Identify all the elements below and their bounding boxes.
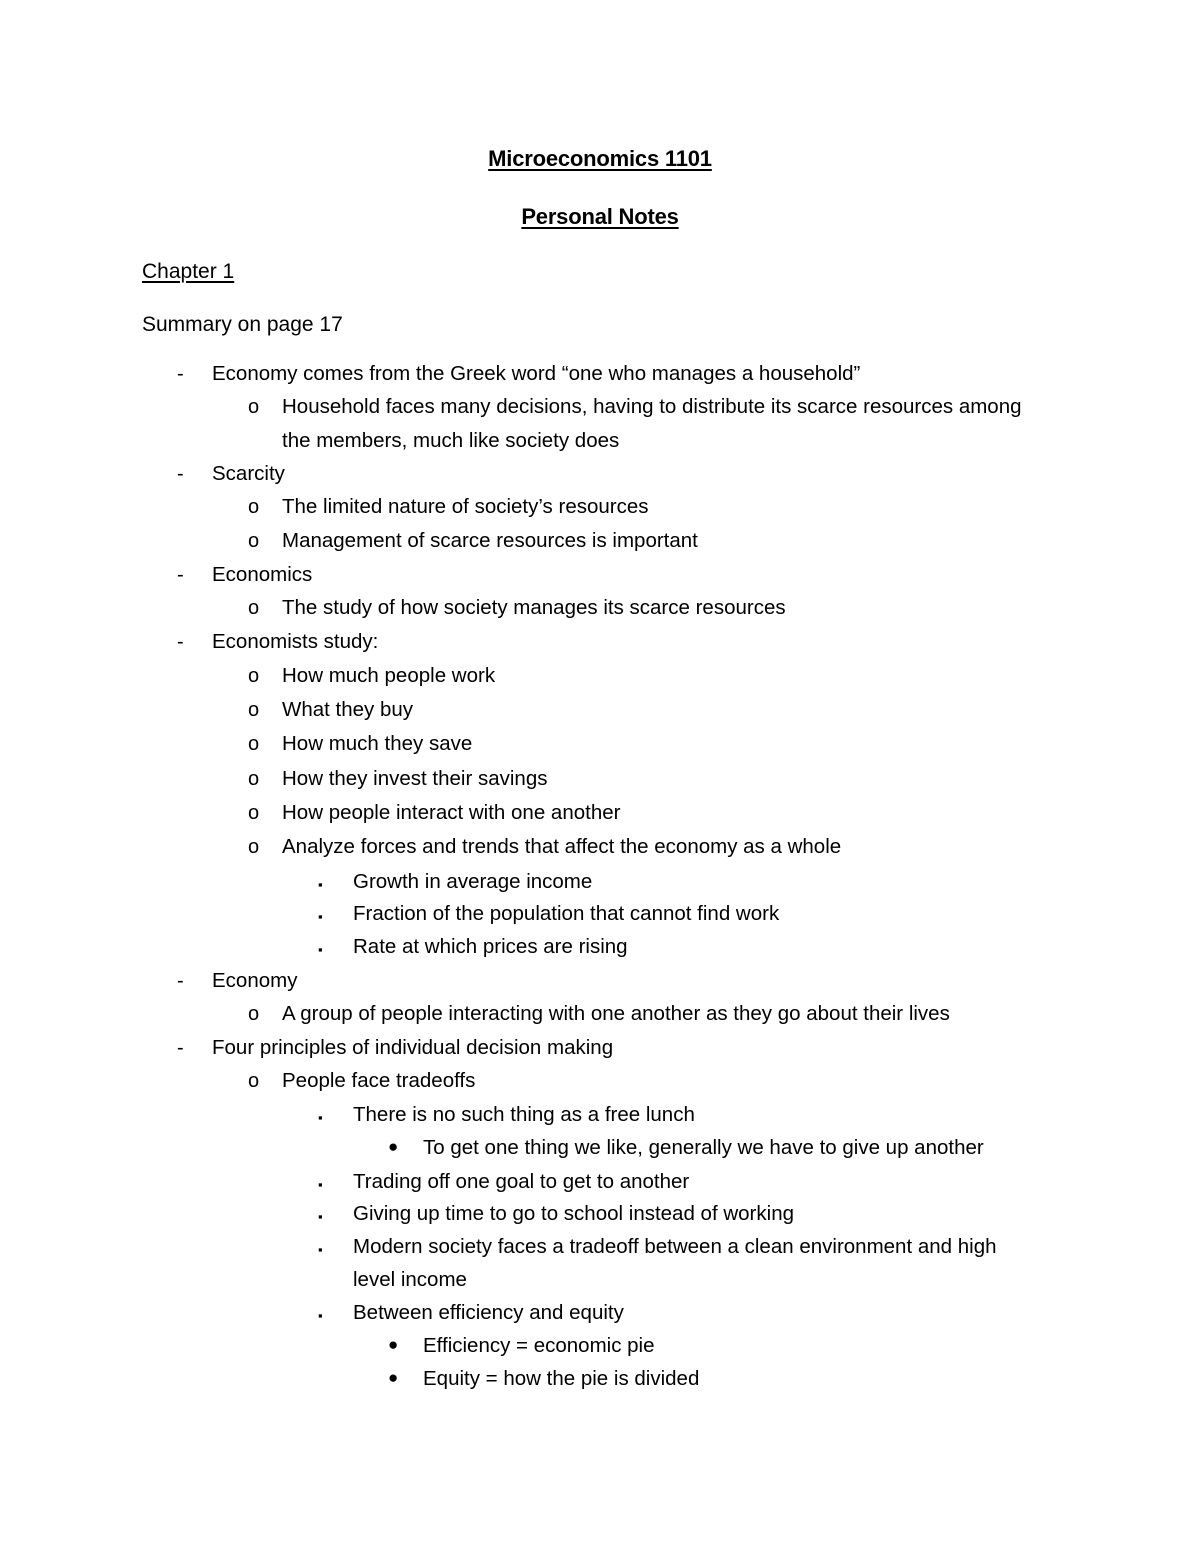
disc-bullet: ● (388, 1368, 399, 1387)
list-item: Analyze forces and trends that affect the economy as a whole (282, 835, 842, 858)
list-item: Trading off one goal to get to another (353, 1170, 690, 1193)
circle-bullet: o (248, 1003, 260, 1025)
list-item: The limited nature of society’s resources (282, 495, 649, 518)
chapter-heading: Chapter 1 (142, 260, 235, 283)
circle-bullet: o (248, 496, 260, 518)
list-item: Modern society faces a tradeoff between a clean environment and high (353, 1235, 997, 1258)
list-item: Economics (212, 563, 313, 586)
circle-bullet: o (248, 530, 260, 552)
square-bullet: ▪ (318, 1209, 323, 1224)
dash-bullet: - (177, 564, 184, 586)
list-item: Management of scarce resources is important (282, 529, 698, 552)
list-item: Economy comes from the Greek word “one who manages a household” (212, 362, 861, 385)
document-subtitle: Personal Notes (521, 204, 679, 229)
list-item: Economists study: (212, 630, 379, 653)
dash-bullet: - (177, 631, 184, 653)
circle-bullet: o (248, 699, 260, 721)
square-bullet: ▪ (318, 1110, 323, 1125)
dash-bullet: - (177, 363, 184, 385)
list-item: Fraction of the population that cannot find work (353, 902, 780, 925)
circle-bullet: o (248, 733, 260, 755)
circle-bullet: o (248, 836, 260, 858)
circle-bullet: o (248, 768, 260, 790)
summary-line: Summary on page 17 (142, 313, 343, 336)
list-item: Four principles of individual decision making (212, 1036, 614, 1059)
list-item: How much people work (282, 664, 496, 687)
list-item: How they invest their savings (282, 767, 548, 790)
list-item: level income (353, 1268, 467, 1291)
square-bullet: ▪ (318, 1177, 323, 1192)
dash-bullet: - (177, 463, 184, 485)
disc-bullet: ● (388, 1137, 399, 1156)
list-item: Between efficiency and equity (353, 1301, 624, 1324)
list-item: Efficiency = economic pie (423, 1334, 655, 1357)
square-bullet: ▪ (318, 909, 323, 924)
list-item: Giving up time to go to school instead of working (353, 1202, 794, 1225)
circle-bullet: o (248, 1070, 260, 1092)
list-item: Growth in average income (353, 870, 593, 893)
list-item: Rate at which prices are rising (353, 935, 628, 958)
list-item: Household faces many decisions, having to distribute its scarce resources among (282, 395, 1022, 418)
circle-bullet: o (248, 396, 260, 418)
list-item: How much they save (282, 732, 473, 755)
list-item: the members, much like society does (282, 429, 620, 452)
list-item: How people interact with one another (282, 801, 621, 824)
dash-bullet: - (177, 970, 184, 992)
list-item: A group of people interacting with one another as they go about their lives (282, 1002, 950, 1025)
list-item: Equity = how the pie is divided (423, 1367, 700, 1390)
list-item: People face tradeoffs (282, 1069, 476, 1092)
list-item: There is no such thing as a free lunch (353, 1103, 695, 1126)
circle-bullet: o (248, 597, 260, 619)
list-item: What they buy (282, 698, 414, 721)
disc-bullet: ● (388, 1335, 399, 1354)
document-title: Microeconomics 1101 (488, 146, 712, 171)
list-item: Economy (212, 969, 298, 992)
square-bullet: ▪ (318, 1308, 323, 1323)
circle-bullet: o (248, 802, 260, 824)
square-bullet: ▪ (318, 1242, 323, 1257)
square-bullet: ▪ (318, 877, 323, 892)
list-item: The study of how society manages its scarce resources (282, 596, 786, 619)
list-item: To get one thing we like, generally we have to give up another (423, 1136, 984, 1159)
circle-bullet: o (248, 665, 260, 687)
list-item: Scarcity (212, 462, 285, 485)
square-bullet: ▪ (318, 942, 323, 957)
dash-bullet: - (177, 1037, 184, 1059)
